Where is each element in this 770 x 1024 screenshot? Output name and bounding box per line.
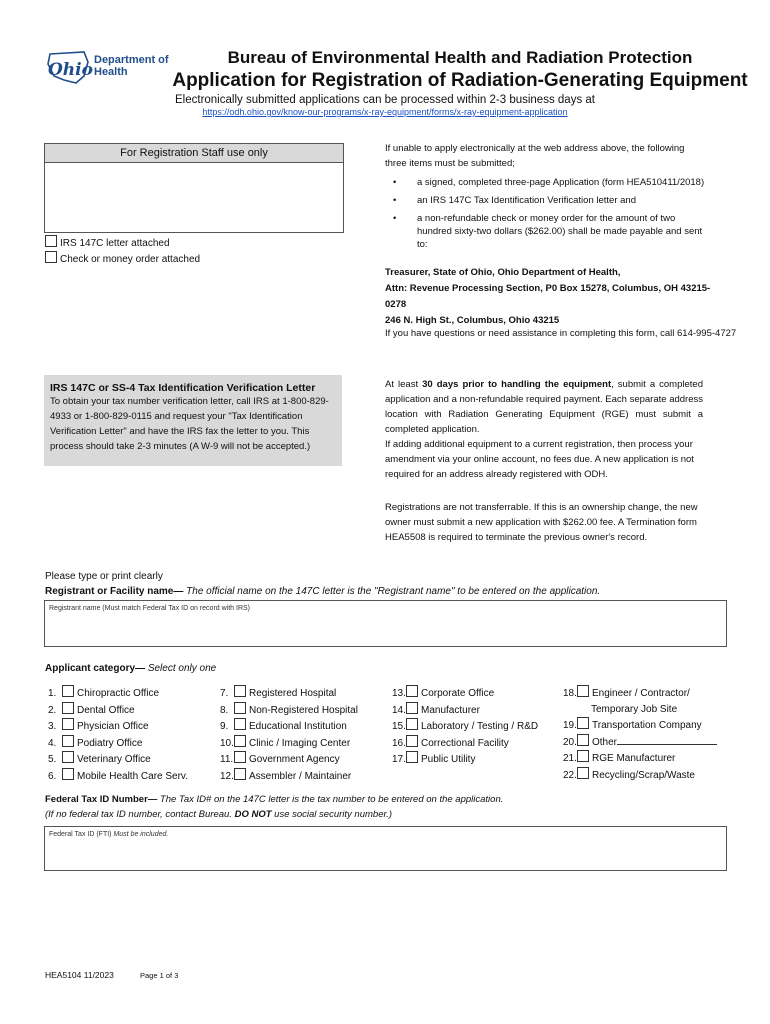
category-option — [563, 734, 717, 751]
option-checkbox[interactable] — [406, 685, 418, 697]
option-checkbox[interactable] — [577, 734, 589, 746]
questions-contact: If you have questions or need assistance in completing this form, call 614-995-4727 — [385, 328, 737, 339]
option-checkbox[interactable] — [577, 717, 589, 729]
option-label: Government Agency — [249, 754, 340, 765]
staff-use-box — [44, 143, 344, 233]
federal-field-hint — [45, 827, 726, 842]
federal-label-bold: Federal Tax ID Number— — [45, 794, 160, 805]
option-checkbox[interactable] — [62, 718, 74, 730]
option-checkbox[interactable] — [62, 768, 74, 780]
category-label-bold: Applicant category— — [45, 663, 148, 674]
list-item: • a non-refundable check or money order for the amount of two hundred sixty-two dollars ($262.00) shall be made payable and sent to: — [393, 212, 707, 251]
option-number: 13. — [392, 688, 406, 699]
category-option — [392, 702, 538, 719]
print-clearly-note: Please type or print clearly — [45, 571, 163, 582]
option-label: RGE Manufacturer — [592, 753, 676, 764]
option-number: 14. — [392, 704, 406, 716]
deadline-bold: 30 days prior to handling the equipment — [422, 379, 612, 390]
option-number: 20. — [563, 736, 577, 748]
category-option — [220, 735, 358, 752]
option-checkbox[interactable] — [62, 735, 74, 747]
option-checkbox[interactable] — [62, 751, 74, 763]
option-checkbox[interactable] — [406, 718, 418, 730]
other-blank-field[interactable] — [617, 734, 717, 745]
option-label: Correctional Facility — [421, 737, 509, 749]
option-number: 10. — [220, 737, 234, 749]
category-column-2 — [220, 685, 358, 784]
category-label — [45, 663, 216, 674]
category-option — [392, 735, 538, 752]
category-option — [48, 751, 188, 768]
category-option — [563, 685, 717, 702]
option-number: 2. — [48, 704, 57, 716]
option-number: 18. — [563, 688, 577, 699]
registrant-field-hint: Registrant name (Must match Federal Tax ID on record with IRS) — [49, 605, 251, 612]
option-number: 1. — [48, 688, 57, 699]
federal-tax-id-field[interactable] — [44, 826, 727, 871]
address-line: Attn: Revenue Processing Section, P0 Box 15278, Columbus, OH 43215-0278 — [385, 283, 711, 310]
form-number: HEA5104 11/2023 — [45, 970, 114, 980]
option-number: 3. — [48, 721, 57, 732]
option-number: 6. — [48, 770, 57, 782]
option-number: 12. — [220, 770, 234, 782]
option-checkbox[interactable] — [577, 685, 589, 697]
option-checkbox[interactable] — [234, 768, 246, 780]
option-checkbox[interactable] — [234, 718, 246, 730]
transfer-paragraph: Registrations are not transferrable. If this is an ownership change, the new owner must submit a new application with $262.00 fee. A Termination form HEA5508 is required to terminate the previous owner's record. — [385, 502, 698, 543]
deadline-post: , submit a completed application and a non-refundable required payment. Each separate address location with Radiation Generating Equipment (RGE) must submit a completed application. — [385, 379, 703, 435]
option-label: Corporate Office — [421, 688, 495, 699]
deadline-pre: At least — [385, 379, 423, 390]
irs-info-box — [44, 375, 342, 466]
option-number: 15. — [392, 721, 406, 732]
hint-pre: Federal Tax ID (FTI) — [49, 831, 114, 838]
category-option — [48, 735, 188, 752]
registrant-label — [45, 586, 745, 597]
irs-letter-checkbox[interactable] — [45, 235, 57, 247]
warning-pre: (If no federal tax ID number, contact Bureau. — [45, 809, 235, 820]
list-item: • an IRS 147C Tax Identification Verification letter and — [393, 194, 733, 207]
processing-note: Electronically submitted applications can be processed within 2-3 business days at — [175, 94, 595, 106]
category-option — [220, 768, 358, 785]
registrant-label-note: The official name on the 147C letter is the "Registrant name" to be entered on the application. — [186, 586, 601, 597]
warning-post: use social security number.) — [271, 809, 393, 820]
option-label: Non-Registered Hospital — [249, 704, 358, 716]
option-label: Registered Hospital — [249, 688, 337, 699]
registrant-label-bold: Registrant or Facility name— — [45, 586, 187, 597]
option-checkbox[interactable] — [577, 767, 589, 779]
option-checkbox[interactable] — [406, 751, 418, 763]
option-label: Veterinary Office — [77, 754, 151, 765]
option-number: 9. — [220, 721, 229, 732]
option-number: 8. — [220, 704, 229, 716]
option-number: 5. — [48, 754, 57, 765]
option-label: Recycling/Scrap/Waste — [592, 769, 695, 781]
mailing-address — [385, 265, 730, 329]
staff-box-heading: For Registration Staff use only — [45, 144, 343, 163]
option-label: Laboratory / Testing / R&D — [421, 721, 539, 732]
category-option — [392, 751, 538, 768]
form-title: Application for Registration of Radiation-Generating Equipment — [172, 70, 748, 91]
option-label: Public Utility — [421, 754, 476, 765]
option-checkbox[interactable] — [62, 685, 74, 697]
page-number: Page 1 of 3 — [140, 971, 179, 980]
address-line: Treasurer, State of Ohio, Ohio Department of Health, — [385, 267, 621, 278]
option-checkbox[interactable] — [234, 735, 246, 747]
option-checkbox[interactable] — [406, 735, 418, 747]
option-label: Chiropractic Office — [77, 688, 160, 699]
option-number: 21. — [563, 753, 577, 764]
required-items-list — [393, 176, 733, 256]
option-checkbox[interactable] — [234, 702, 246, 714]
category-note: Select only one — [147, 663, 217, 674]
category-option — [48, 718, 188, 735]
amendment-paragraph: If adding additional equipment to a current registration, then process your amendment via your online account, no fees due. A new application is not required for an address already registered with ODH. — [385, 439, 694, 480]
option-number: 11. — [220, 754, 234, 765]
warning-bold: DO NOT — [234, 809, 272, 820]
deadline-paragraph — [385, 377, 703, 437]
option-label-continued: Temporary Job Site — [591, 703, 678, 715]
dept-line2: Health — [94, 66, 128, 78]
option-label: Mobile Health Care Serv. — [77, 770, 188, 782]
option-label: Dental Office — [77, 704, 135, 716]
federal-label-note: The Tax ID# on the 147C letter is the tax number to be entered on the application. — [159, 794, 504, 805]
category-option — [220, 702, 358, 719]
mail-in-intro: If unable to apply electronically at the web address above, the following three items must be submitted; — [385, 143, 685, 169]
option-label: Podiatry Office — [77, 737, 143, 749]
category-option — [392, 685, 538, 702]
irs-box-text: To obtain your tax number verification letter, call IRS at 1-800-829-4933 or 1-800-829-0115 and request your "Tax Identification Verification Letter" and have the IRS fax the letter to you. This process should take 2-3 minutes (A W-9 will not be accepted.) — [50, 396, 329, 452]
irs-box-title: IRS 147C or SS-4 Tax Identification Verification Letter — [50, 382, 316, 394]
option-checkbox[interactable] — [406, 702, 418, 714]
irs-letter-check-row — [45, 235, 170, 249]
registrant-name-field[interactable] — [44, 600, 727, 647]
category-option — [48, 702, 188, 719]
option-label: Other — [592, 736, 618, 748]
option-checkbox[interactable] — [62, 702, 74, 714]
option-number: 4. — [48, 737, 57, 749]
category-option — [48, 685, 188, 702]
option-label: Transportation Company — [592, 720, 702, 731]
category-option — [563, 750, 717, 767]
option-label: Engineer / Contractor/ — [592, 688, 690, 699]
option-label: Assembler / Maintainer — [249, 770, 352, 782]
option-checkbox[interactable] — [577, 750, 589, 762]
payment-check-row — [45, 251, 200, 265]
check-label: IRS 147C letter attached — [60, 238, 170, 249]
category-option — [563, 767, 717, 784]
hint-italic: Must be included. — [113, 831, 169, 838]
check-label: Check or money order attached — [60, 254, 201, 265]
category-column-4 — [563, 685, 717, 783]
address-line: 246 N. High St., Columbus, Ohio 43215 — [385, 315, 560, 326]
category-option — [392, 718, 538, 735]
option-number: 19. — [563, 720, 577, 731]
option-number: 22. — [563, 769, 577, 781]
category-option — [563, 717, 717, 734]
option-label: Manufacturer — [421, 704, 480, 716]
category-option — [48, 768, 188, 785]
category-option — [220, 751, 358, 768]
application-link[interactable]: https://odh.ohio.gov/know-our-programs/x-ray-equipment/forms/x-ray-equipment-application — [202, 107, 568, 117]
category-option — [220, 685, 358, 702]
list-item: • a signed, completed three-page Application (form HEA510411/2018) — [393, 176, 733, 189]
category-column-3 — [392, 685, 538, 768]
ohio-script: Ohio — [48, 60, 93, 80]
option-label: Clinic / Imaging Center — [249, 737, 351, 749]
option-checkbox[interactable] — [234, 685, 246, 697]
federal-tax-label — [45, 794, 745, 805]
category-option — [220, 718, 358, 735]
option-number: 7. — [220, 688, 229, 699]
bureau-heading: Bureau of Environmental Health and Radiation Protection — [227, 48, 693, 67]
option-label: Educational Institution — [249, 721, 347, 732]
option-number: 17. — [392, 754, 406, 765]
option-label: Physician Office — [77, 721, 149, 732]
option-number: 16. — [392, 737, 406, 749]
dept-line1: Department of — [94, 54, 169, 66]
option-checkbox[interactable] — [234, 751, 246, 763]
payment-checkbox[interactable] — [45, 251, 57, 263]
federal-tax-warning — [45, 809, 392, 820]
category-column-1 — [48, 685, 188, 784]
